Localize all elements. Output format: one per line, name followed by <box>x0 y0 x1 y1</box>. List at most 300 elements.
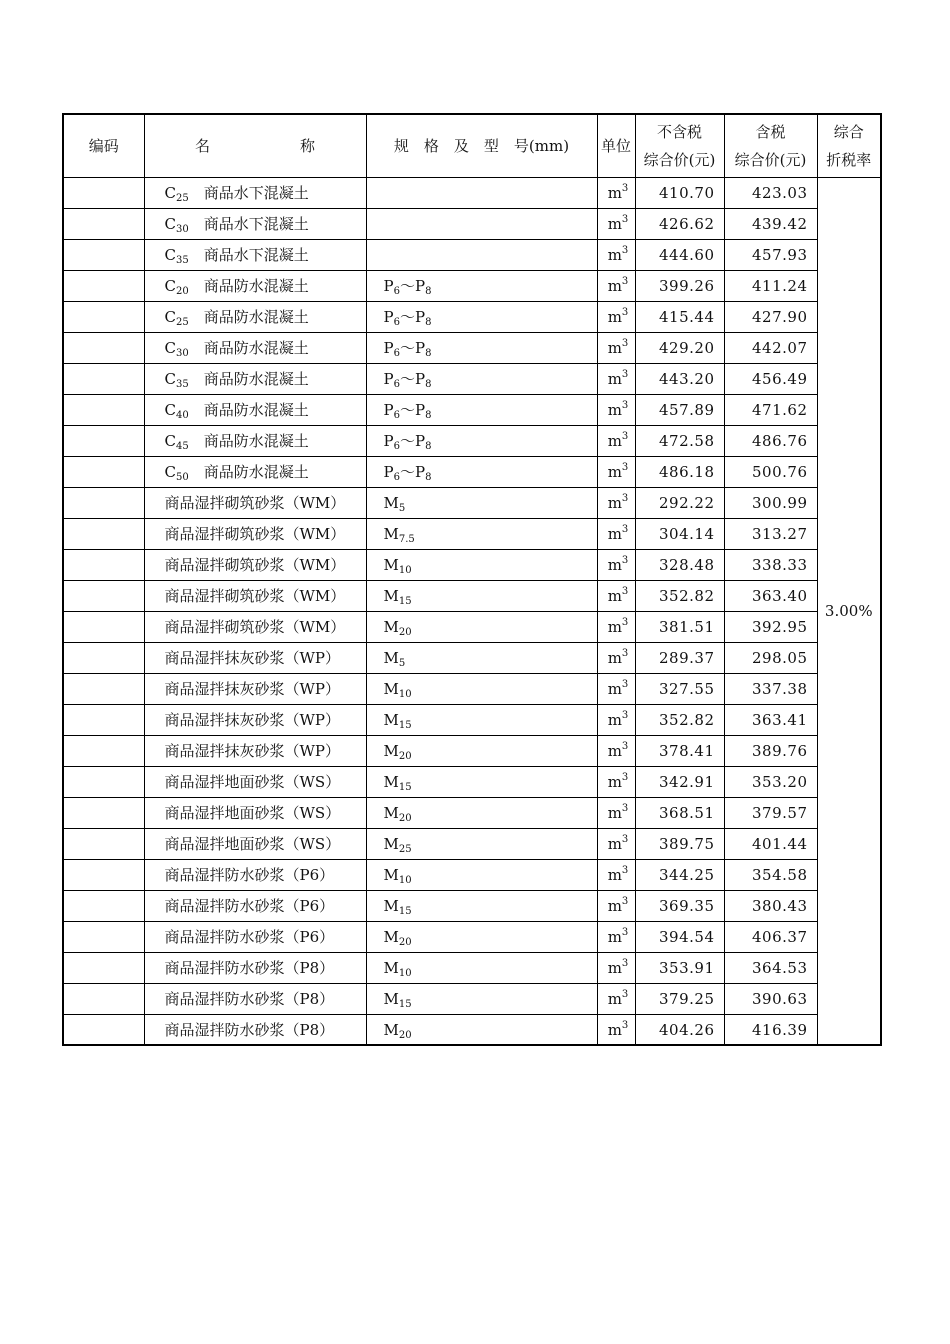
code-cell <box>64 705 144 736</box>
code-cell <box>64 178 144 209</box>
code-cell <box>64 426 144 457</box>
name-text: 商品湿拌地面砂浆（WS） <box>164 804 341 822</box>
spec-grade-upper: 8 <box>425 441 432 452</box>
unit-base: m <box>607 618 622 636</box>
price-excl-cell: 368.51 <box>635 798 724 829</box>
spec-grade: 15 <box>398 906 412 917</box>
spec-cell <box>366 333 597 364</box>
name-text: 商品防水混凝土 <box>188 432 309 450</box>
unit-cell <box>597 488 635 519</box>
price-incl-cell: 390.63 <box>724 984 817 1015</box>
name-text: 商品湿拌抹灰砂浆（WP） <box>164 649 341 667</box>
price-incl-cell: 298.05 <box>724 643 817 674</box>
name-grade: 20 <box>175 286 189 297</box>
name-cell <box>144 736 366 767</box>
code-cell <box>64 612 144 643</box>
name-cell <box>144 302 366 333</box>
spec-grade-upper: 8 <box>425 348 432 359</box>
name-text: 商品防水混凝土 <box>188 339 309 357</box>
name-cell <box>144 612 366 643</box>
unit-base: m <box>607 432 622 450</box>
code-cell <box>64 736 144 767</box>
header-row <box>64 115 880 178</box>
name-cell <box>144 488 366 519</box>
table-row <box>64 178 880 209</box>
price-excl-cell: 289.37 <box>635 643 724 674</box>
unit-base: m <box>607 370 622 388</box>
unit-cell <box>597 364 635 395</box>
price-excl-cell: 342.91 <box>635 767 724 798</box>
spec-prefix: M <box>383 525 399 543</box>
price-incl-cell: 423.03 <box>724 178 817 209</box>
name-cell <box>144 798 366 829</box>
spec-grade: 15 <box>398 596 412 607</box>
name-prefix: C <box>164 215 176 233</box>
name-cell <box>144 581 366 612</box>
code-cell <box>64 209 144 240</box>
spec-range: ～P <box>399 370 426 388</box>
name-text: 商品湿拌砌筑砂浆（WM） <box>164 494 346 512</box>
spec-prefix: M <box>383 959 399 977</box>
spec-grade: 20 <box>398 1030 412 1041</box>
spec-grade: 6 <box>393 317 400 328</box>
price-excl-cell: 404.26 <box>635 1015 724 1046</box>
spec-grade: 7.5 <box>398 534 415 545</box>
table-row <box>64 209 880 240</box>
name-cell <box>144 984 366 1015</box>
spec-prefix: P <box>383 463 394 481</box>
price-excl-cell: 344.25 <box>635 860 724 891</box>
spec-prefix: M <box>383 773 399 791</box>
spec-cell <box>366 798 597 829</box>
price-excl-cell: 353.91 <box>635 953 724 984</box>
spec-cell <box>366 550 597 581</box>
spec-cell <box>366 488 597 519</box>
unit-exponent: 3 <box>621 524 629 535</box>
spec-cell <box>366 364 597 395</box>
name-cell <box>144 829 366 860</box>
unit-base: m <box>607 277 622 295</box>
price-table-frame <box>62 113 882 1046</box>
name-grade: 30 <box>175 348 189 359</box>
header-name: 名 称 <box>144 115 366 178</box>
price-incl-cell: 471.62 <box>724 395 817 426</box>
spec-range: ～P <box>399 339 426 357</box>
spec-prefix: M <box>383 835 399 853</box>
spec-prefix: M <box>383 556 399 574</box>
spec-cell <box>366 860 597 891</box>
name-cell <box>144 860 366 891</box>
unit-base: m <box>607 525 622 543</box>
unit-cell <box>597 519 635 550</box>
price-incl-cell: 416.39 <box>724 1015 817 1046</box>
spec-grade: 10 <box>398 565 412 576</box>
name-text: 商品防水混凝土 <box>188 370 309 388</box>
name-cell <box>144 550 366 581</box>
price-excl-cell: 443.20 <box>635 364 724 395</box>
name-cell <box>144 767 366 798</box>
table-row <box>64 953 880 984</box>
price-excl-cell: 410.70 <box>635 178 724 209</box>
spec-prefix: P <box>383 401 394 419</box>
price-incl-cell: 486.76 <box>724 426 817 457</box>
table-row <box>64 767 880 798</box>
table-row <box>64 395 880 426</box>
table-row <box>64 550 880 581</box>
unit-cell <box>597 178 635 209</box>
spec-prefix: P <box>383 308 394 326</box>
code-cell <box>64 550 144 581</box>
unit-exponent: 3 <box>621 803 629 814</box>
header-rate <box>817 115 880 178</box>
spec-prefix: P <box>383 277 394 295</box>
code-cell <box>64 984 144 1015</box>
unit-base: m <box>607 494 622 512</box>
spec-grade: 20 <box>398 937 412 948</box>
price-incl-cell: 363.41 <box>724 705 817 736</box>
spec-cell <box>366 457 597 488</box>
unit-exponent: 3 <box>621 245 629 256</box>
unit-base: m <box>607 1021 622 1039</box>
unit-exponent: 3 <box>621 400 629 411</box>
spec-cell <box>366 519 597 550</box>
unit-exponent: 3 <box>621 1020 629 1031</box>
spec-cell <box>366 705 597 736</box>
unit-base: m <box>607 308 622 326</box>
code-cell <box>64 581 144 612</box>
name-prefix: C <box>164 308 176 326</box>
price-incl-cell: 442.07 <box>724 333 817 364</box>
unit-base: m <box>607 680 622 698</box>
header-rate-line2: 折税率 <box>826 151 872 169</box>
spec-prefix: M <box>383 928 399 946</box>
spec-prefix: M <box>383 711 399 729</box>
price-excl-cell: 457.89 <box>635 395 724 426</box>
header-price-incl-line1: 含税 <box>755 123 786 141</box>
price-incl-cell: 439.42 <box>724 209 817 240</box>
name-text: 商品湿拌防水砂浆（P6） <box>164 928 335 946</box>
price-excl-cell: 389.75 <box>635 829 724 860</box>
spec-cell <box>366 953 597 984</box>
name-text: 商品防水混凝土 <box>188 308 309 326</box>
table-row <box>64 798 880 829</box>
spec-prefix: P <box>383 370 394 388</box>
code-cell <box>64 302 144 333</box>
code-cell <box>64 488 144 519</box>
price-incl-cell: 456.49 <box>724 364 817 395</box>
unit-cell <box>597 705 635 736</box>
header-spec: 规 格 及 型 号(mm) <box>366 115 597 178</box>
spec-cell <box>366 209 597 240</box>
unit-exponent: 3 <box>621 834 629 845</box>
table-row <box>64 240 880 271</box>
unit-base: m <box>607 556 622 574</box>
name-prefix: C <box>164 277 176 295</box>
spec-prefix: M <box>383 587 399 605</box>
price-excl-cell: 304.14 <box>635 519 724 550</box>
spec-grade-upper: 8 <box>425 410 432 421</box>
name-text: 商品防水混凝土 <box>188 277 309 295</box>
unit-exponent: 3 <box>621 989 629 1000</box>
unit-exponent: 3 <box>621 555 629 566</box>
price-table <box>64 115 880 1046</box>
unit-exponent: 3 <box>621 276 629 287</box>
price-excl-cell: 426.62 <box>635 209 724 240</box>
name-cell <box>144 891 366 922</box>
price-excl-cell: 486.18 <box>635 457 724 488</box>
unit-exponent: 3 <box>621 679 629 690</box>
spec-cell <box>366 674 597 705</box>
code-cell <box>64 364 144 395</box>
name-prefix: C <box>164 370 176 388</box>
name-text: 商品防水混凝土 <box>188 401 309 419</box>
name-cell <box>144 674 366 705</box>
spec-cell <box>366 240 597 271</box>
code-cell <box>64 333 144 364</box>
spec-grade: 6 <box>393 410 400 421</box>
table-row <box>64 891 880 922</box>
price-excl-cell: 352.82 <box>635 581 724 612</box>
unit-exponent: 3 <box>621 214 629 225</box>
unit-base: m <box>607 990 622 1008</box>
name-text: 商品湿拌防水砂浆（P6） <box>164 897 335 915</box>
price-excl-cell: 378.41 <box>635 736 724 767</box>
code-cell <box>64 519 144 550</box>
code-cell <box>64 271 144 302</box>
unit-cell <box>597 209 635 240</box>
unit-cell <box>597 829 635 860</box>
price-excl-cell: 327.55 <box>635 674 724 705</box>
name-text: 商品湿拌砌筑砂浆（WM） <box>164 618 346 636</box>
unit-cell <box>597 550 635 581</box>
unit-cell <box>597 767 635 798</box>
name-text: 商品湿拌抹灰砂浆（WP） <box>164 680 341 698</box>
spec-prefix: M <box>383 897 399 915</box>
unit-exponent: 3 <box>621 865 629 876</box>
unit-cell <box>597 581 635 612</box>
spec-cell <box>366 984 597 1015</box>
unit-base: m <box>607 463 622 481</box>
spec-grade: 20 <box>398 813 412 824</box>
spec-grade: 10 <box>398 689 412 700</box>
name-text: 商品水下混凝土 <box>188 215 309 233</box>
name-cell <box>144 953 366 984</box>
unit-base: m <box>607 897 622 915</box>
spec-cell <box>366 736 597 767</box>
unit-base: m <box>607 649 622 667</box>
name-text: 商品湿拌地面砂浆（WS） <box>164 773 341 791</box>
unit-base: m <box>607 835 622 853</box>
table-row <box>64 488 880 519</box>
spec-prefix: M <box>383 494 399 512</box>
unit-exponent: 3 <box>621 617 629 628</box>
unit-cell <box>597 643 635 674</box>
spec-grade: 15 <box>398 720 412 731</box>
name-text: 商品水下混凝土 <box>188 184 309 202</box>
spec-cell <box>366 271 597 302</box>
spec-prefix: M <box>383 742 399 760</box>
header-price-excl-line1: 不含税 <box>656 123 702 141</box>
spec-grade: 10 <box>398 968 412 979</box>
spec-cell <box>366 1015 597 1046</box>
name-grade: 25 <box>175 193 189 204</box>
price-excl-cell: 472.58 <box>635 426 724 457</box>
price-incl-cell: 338.33 <box>724 550 817 581</box>
unit-cell <box>597 240 635 271</box>
spec-cell <box>366 581 597 612</box>
unit-exponent: 3 <box>621 493 629 504</box>
name-text: 商品水下混凝土 <box>188 246 309 264</box>
spec-cell <box>366 395 597 426</box>
price-incl-cell: 380.43 <box>724 891 817 922</box>
unit-exponent: 3 <box>621 927 629 938</box>
code-cell <box>64 891 144 922</box>
spec-prefix: M <box>383 649 399 667</box>
table-row <box>64 922 880 953</box>
unit-base: m <box>607 215 622 233</box>
price-excl-cell: 352.82 <box>635 705 724 736</box>
name-text: 商品湿拌防水砂浆（P8） <box>164 990 335 1008</box>
unit-exponent: 3 <box>621 462 629 473</box>
price-incl-cell: 401.44 <box>724 829 817 860</box>
name-prefix: C <box>164 184 176 202</box>
name-text: 商品湿拌砌筑砂浆（WM） <box>164 525 346 543</box>
code-cell <box>64 1015 144 1046</box>
code-cell <box>64 922 144 953</box>
unit-cell <box>597 457 635 488</box>
code-cell <box>64 860 144 891</box>
unit-cell <box>597 395 635 426</box>
name-cell <box>144 519 366 550</box>
rate-cell: 3.00% <box>817 178 880 1046</box>
code-cell <box>64 457 144 488</box>
code-cell <box>64 798 144 829</box>
spec-cell <box>366 426 597 457</box>
unit-exponent: 3 <box>621 369 629 380</box>
price-excl-cell: 444.60 <box>635 240 724 271</box>
unit-exponent: 3 <box>621 648 629 659</box>
table-row <box>64 736 880 767</box>
spec-grade: 20 <box>398 627 412 638</box>
spec-cell <box>366 922 597 953</box>
unit-exponent: 3 <box>621 431 629 442</box>
price-excl-cell: 394.54 <box>635 922 724 953</box>
spec-cell <box>366 178 597 209</box>
header-price-excl <box>635 115 724 178</box>
price-incl-cell: 337.38 <box>724 674 817 705</box>
spec-prefix: M <box>383 990 399 1008</box>
name-cell <box>144 1015 366 1046</box>
spec-cell <box>366 302 597 333</box>
unit-exponent: 3 <box>621 958 629 969</box>
unit-cell <box>597 302 635 333</box>
unit-cell <box>597 891 635 922</box>
spec-grade-upper: 8 <box>425 472 432 483</box>
price-incl-cell: 389.76 <box>724 736 817 767</box>
price-excl-cell: 379.25 <box>635 984 724 1015</box>
spec-cell <box>366 891 597 922</box>
name-text: 商品湿拌防水砂浆（P8） <box>164 1021 335 1039</box>
spec-prefix: P <box>383 432 394 450</box>
price-incl-cell: 392.95 <box>724 612 817 643</box>
unit-base: m <box>607 866 622 884</box>
spec-prefix: M <box>383 618 399 636</box>
price-incl-cell: 500.76 <box>724 457 817 488</box>
code-cell <box>64 643 144 674</box>
table-row <box>64 1015 880 1046</box>
unit-exponent: 3 <box>621 586 629 597</box>
name-cell <box>144 705 366 736</box>
unit-exponent: 3 <box>621 710 629 721</box>
code-cell <box>64 829 144 860</box>
table-row <box>64 364 880 395</box>
price-excl-cell: 429.20 <box>635 333 724 364</box>
price-incl-cell: 313.27 <box>724 519 817 550</box>
unit-exponent: 3 <box>621 338 629 349</box>
spec-grade: 6 <box>393 348 400 359</box>
spec-grade-upper: 8 <box>425 379 432 390</box>
code-cell <box>64 674 144 705</box>
spec-cell <box>366 612 597 643</box>
unit-exponent: 3 <box>621 741 629 752</box>
table-row <box>64 519 880 550</box>
name-grade: 35 <box>175 255 189 266</box>
unit-base: m <box>607 928 622 946</box>
name-cell <box>144 209 366 240</box>
name-text: 商品湿拌地面砂浆（WS） <box>164 835 341 853</box>
code-cell <box>64 767 144 798</box>
name-grade: 45 <box>175 441 189 452</box>
unit-cell <box>597 736 635 767</box>
table-row <box>64 426 880 457</box>
unit-base: m <box>607 804 622 822</box>
spec-grade: 5 <box>398 503 406 514</box>
name-cell <box>144 271 366 302</box>
unit-exponent: 3 <box>621 307 629 318</box>
price-excl-cell: 415.44 <box>635 302 724 333</box>
name-grade: 40 <box>175 410 189 421</box>
price-excl-cell: 381.51 <box>635 612 724 643</box>
name-text: 商品湿拌砌筑砂浆（WM） <box>164 587 346 605</box>
table-row <box>64 705 880 736</box>
unit-cell <box>597 333 635 364</box>
name-cell <box>144 643 366 674</box>
price-incl-cell: 457.93 <box>724 240 817 271</box>
name-text: 商品湿拌抹灰砂浆（WP） <box>164 742 341 760</box>
code-cell <box>64 953 144 984</box>
unit-base: m <box>607 401 622 419</box>
spec-grade: 5 <box>398 658 406 669</box>
unit-cell <box>597 1015 635 1046</box>
price-incl-cell: 353.20 <box>724 767 817 798</box>
spec-grade: 6 <box>393 441 400 452</box>
spec-grade: 15 <box>398 999 412 1010</box>
unit-cell <box>597 674 635 705</box>
spec-prefix: M <box>383 866 399 884</box>
price-incl-cell: 427.90 <box>724 302 817 333</box>
price-excl-cell: 369.35 <box>635 891 724 922</box>
name-grade: 50 <box>175 472 189 483</box>
unit-base: m <box>607 184 622 202</box>
spec-prefix: M <box>383 1021 399 1039</box>
spec-prefix: P <box>383 339 394 357</box>
unit-base: m <box>607 959 622 977</box>
price-incl-cell: 354.58 <box>724 860 817 891</box>
header-price-incl-line2: 综合价(元) <box>734 151 807 169</box>
name-text: 商品湿拌防水砂浆（P8） <box>164 959 335 977</box>
table-row <box>64 643 880 674</box>
price-incl-cell: 411.24 <box>724 271 817 302</box>
